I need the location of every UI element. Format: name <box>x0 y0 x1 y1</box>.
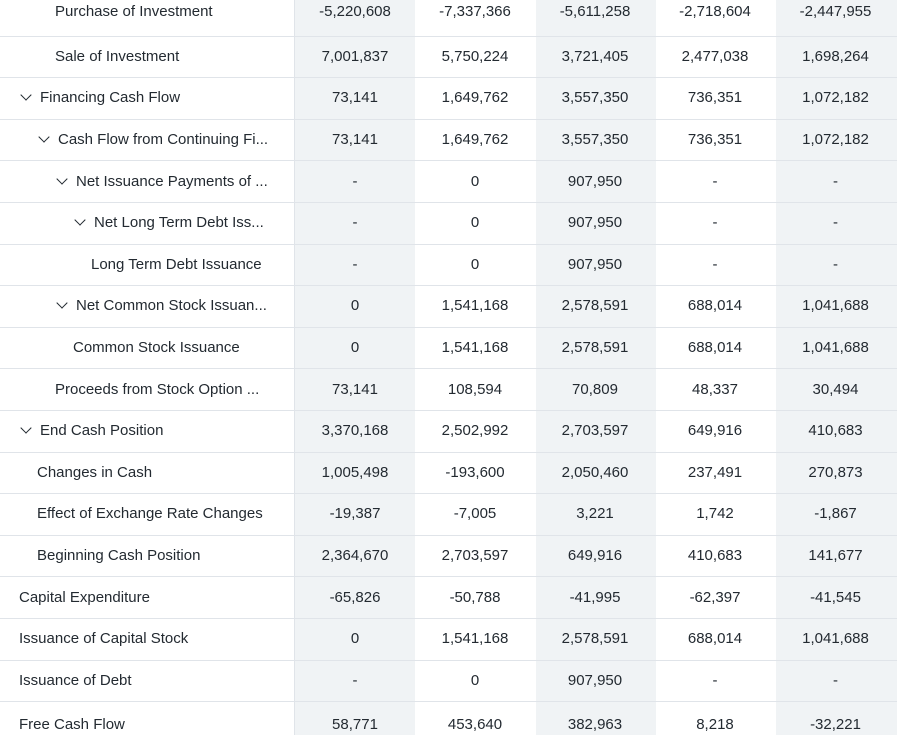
value-cell: - <box>833 671 838 689</box>
table-row <box>0 535 897 578</box>
value-cell: 0 <box>470 214 480 232</box>
row-label-cell[interactable] <box>0 160 295 202</box>
value-cell: 907,950 <box>567 255 623 273</box>
value-cell: 270,873 <box>808 463 863 481</box>
row-label-cell <box>0 244 295 286</box>
chevron-down-icon[interactable] <box>20 423 31 434</box>
value-cell: 2,703,597 <box>441 547 509 565</box>
table-row <box>0 0 897 37</box>
value-cell: -7,005 <box>453 505 497 523</box>
row-label: Effect of Exchange Rate Changes <box>37 505 263 523</box>
value-cell: 0 <box>350 339 360 357</box>
value-cell: - <box>712 214 718 232</box>
row-label: Common Stock Issuance <box>73 339 240 357</box>
value-cell: 30,494 <box>812 380 859 398</box>
table-row <box>0 202 897 245</box>
chevron-down-icon[interactable] <box>20 90 31 101</box>
value-cell: -2,718,604 <box>679 3 751 21</box>
value-cell: 70,809 <box>572 380 618 398</box>
row-label: Beginning Cash Position <box>37 547 201 565</box>
row-label: Net Long Term Debt Iss... <box>94 214 264 232</box>
row-label-cell[interactable] <box>0 410 295 452</box>
value-cell: 1,041,688 <box>802 297 869 315</box>
value-cell: 7,001,837 <box>321 47 389 65</box>
value-cell: 2,364,670 <box>321 547 389 565</box>
table-row <box>0 119 897 162</box>
chevron-down-icon[interactable] <box>38 131 49 142</box>
chevron-down-icon[interactable] <box>56 173 67 184</box>
value-cell: - <box>712 172 718 190</box>
row-label-cell[interactable] <box>0 77 295 119</box>
value-cell: 649,916 <box>567 547 623 565</box>
table-row <box>0 77 897 120</box>
row-label-cell[interactable] <box>0 285 295 327</box>
value-cell: -5,220,608 <box>319 3 391 21</box>
value-cell: 3,557,350 <box>561 89 629 107</box>
value-cell: 0 <box>470 671 480 689</box>
row-label-cell <box>0 368 295 410</box>
table-row <box>0 452 897 495</box>
value-cell: 73,141 <box>332 380 378 398</box>
row-label-cell <box>0 701 295 735</box>
value-cell: 2,502,992 <box>441 422 509 440</box>
row-label: Issuance of Debt <box>19 671 132 689</box>
table-row <box>0 160 897 203</box>
value-cell: -65,826 <box>329 588 381 606</box>
value-cell: 3,557,350 <box>561 131 629 149</box>
table-row <box>0 576 897 619</box>
value-cell: 0 <box>350 297 360 315</box>
row-label-cell[interactable] <box>0 202 295 244</box>
table-row <box>0 244 897 287</box>
table-row <box>0 493 897 536</box>
value-cell: 736,351 <box>687 131 743 149</box>
value-cell: -41,995 <box>569 588 621 606</box>
value-cell: 736,351 <box>687 89 743 107</box>
table-row <box>0 660 897 703</box>
value-cell: 1,649,762 <box>441 89 509 107</box>
value-cell: 688,014 <box>687 297 743 315</box>
row-label-cell[interactable] <box>0 119 295 161</box>
value-cell: 907,950 <box>567 214 623 232</box>
value-cell: 1,041,688 <box>802 630 869 648</box>
value-cell: 73,141 <box>332 89 378 107</box>
value-cell: - <box>712 255 718 273</box>
table-row <box>0 36 897 79</box>
value-cell: 3,370,168 <box>321 422 389 440</box>
value-cell: 907,950 <box>567 671 623 689</box>
row-label: Capital Expenditure <box>19 588 150 606</box>
value-cell: -5,611,258 <box>559 3 631 21</box>
value-cell: 48,337 <box>692 380 738 398</box>
value-cell: 410,683 <box>687 547 743 565</box>
value-cell: -2,447,955 <box>799 3 872 21</box>
value-cell: -19,387 <box>329 505 381 523</box>
value-cell: 1,742 <box>696 505 734 523</box>
value-cell: - <box>352 214 358 232</box>
chevron-down-icon[interactable] <box>56 298 67 309</box>
row-label: Purchase of Investment <box>55 3 213 21</box>
value-cell: 237,491 <box>687 463 743 481</box>
row-label: Cash Flow from Continuing Fi... <box>58 131 269 149</box>
table-row <box>0 327 897 370</box>
value-cell: -41,545 <box>810 588 861 606</box>
value-cell: - <box>352 671 358 689</box>
value-cell: 1,541,168 <box>441 297 509 315</box>
value-cell: 58,771 <box>332 716 378 734</box>
row-label-cell <box>0 327 295 369</box>
row-label: Proceeds from Stock Option ... <box>55 380 260 398</box>
value-cell: 2,578,591 <box>561 297 629 315</box>
value-cell: 73,141 <box>332 131 378 149</box>
value-cell: - <box>833 172 838 190</box>
value-cell: 1,541,168 <box>441 630 509 648</box>
row-label: Changes in Cash <box>37 463 153 481</box>
value-cell: 453,640 <box>447 716 503 734</box>
value-cell: 141,677 <box>808 547 863 565</box>
value-cell: - <box>352 172 358 190</box>
value-cell: 0 <box>350 630 360 648</box>
value-cell: - <box>352 255 358 273</box>
row-label-cell <box>0 0 295 36</box>
row-label-cell <box>0 576 295 618</box>
value-cell: 907,950 <box>567 172 623 190</box>
row-label-cell <box>0 493 295 535</box>
table-row <box>0 701 897 735</box>
row-label: Financing Cash Flow <box>40 89 181 107</box>
value-cell: -193,600 <box>445 463 505 481</box>
table-row <box>0 618 897 661</box>
value-cell: 1,005,498 <box>321 463 389 481</box>
value-cell: - <box>833 214 838 232</box>
value-cell: 1,698,264 <box>802 47 869 65</box>
value-cell: 410,683 <box>808 422 863 440</box>
value-cell: 3,721,405 <box>561 47 629 65</box>
value-cell: 2,578,591 <box>561 630 629 648</box>
row-label-cell <box>0 618 295 660</box>
value-cell: 1,541,168 <box>441 339 509 357</box>
chevron-down-icon[interactable] <box>74 215 85 226</box>
value-cell: 108,594 <box>447 380 503 398</box>
value-cell: 0 <box>470 255 480 273</box>
table-row <box>0 368 897 411</box>
value-cell: -32,221 <box>810 716 861 734</box>
table-row <box>0 285 897 328</box>
value-cell: 2,578,591 <box>561 339 629 357</box>
value-cell: 0 <box>470 172 480 190</box>
row-label: Issuance of Capital Stock <box>19 630 189 648</box>
row-label: Net Common Stock Issuan... <box>76 297 267 315</box>
value-cell: 8,218 <box>696 716 734 734</box>
value-cell: -62,397 <box>689 588 741 606</box>
value-cell: 1,072,182 <box>802 89 869 107</box>
value-cell: 2,477,038 <box>681 47 749 65</box>
row-label: Free Cash Flow <box>19 716 125 734</box>
value-cell: -1,867 <box>814 505 857 523</box>
row-label-cell <box>0 660 295 702</box>
value-cell: 688,014 <box>687 339 743 357</box>
value-cell: 649,916 <box>687 422 743 440</box>
value-cell: 382,963 <box>567 716 623 734</box>
value-cell: 2,050,460 <box>561 463 629 481</box>
value-cell: 688,014 <box>687 630 743 648</box>
value-cell: - <box>712 671 718 689</box>
value-cell: 5,750,224 <box>441 47 509 65</box>
value-cell: 1,072,182 <box>802 131 869 149</box>
table-row <box>0 410 897 453</box>
row-label: Net Issuance Payments of ... <box>76 172 268 190</box>
value-cell: - <box>833 255 838 273</box>
value-cell: 1,649,762 <box>441 131 509 149</box>
row-label-cell <box>0 535 295 577</box>
row-label-cell <box>0 452 295 494</box>
row-label: Long Term Debt Issuance <box>91 255 262 273</box>
row-label: End Cash Position <box>40 422 164 440</box>
value-cell: 3,221 <box>576 505 614 523</box>
value-cell: 1,041,688 <box>802 339 869 357</box>
row-label-cell <box>0 36 295 78</box>
value-cell: 2,703,597 <box>561 422 629 440</box>
value-cell: -7,337,366 <box>439 3 511 21</box>
row-label: Sale of Investment <box>55 47 180 65</box>
value-cell: -50,788 <box>449 588 501 606</box>
